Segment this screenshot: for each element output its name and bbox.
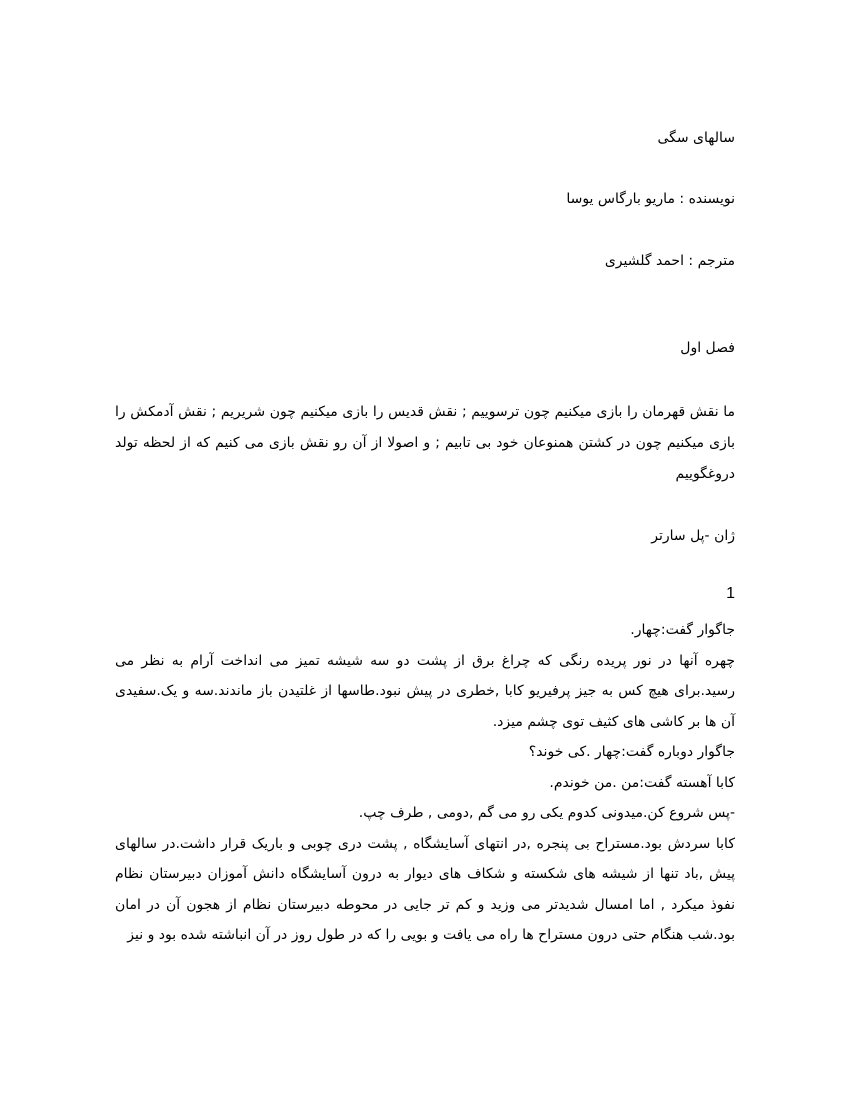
book-title: سالهای سگی: [657, 130, 735, 146]
epigraph-author: ژان -پل سارتر: [651, 528, 735, 544]
body-paragraph: چهره آنها در نور پریده رنگی که چراغ برق از پشت دو سه شیشه تمیز می انداخت آرام به نظر می رسید.برای هیچ کس به جیز پرفیریو کابا ,خطری در پیش نبود.طاسها از غلتیدن باز ماندند.سه و یک.سفیدی آن ها بر کاشی های کثیف توی چشم میزد.: [115, 652, 735, 730]
body-paragraph: کابا آهسته گفت:من .من خوندم.: [549, 774, 735, 791]
body-paragraph: جاگوار گفت:چهار.: [630, 622, 735, 638]
body-paragraph: -پس شروع کن.میدونی کدوم یکی رو می گم ,دومی , طرف چپ.: [358, 805, 735, 821]
section-number: 1: [726, 585, 735, 602]
chapter-heading: فصل اول: [680, 340, 735, 356]
epigraph-quote: ما نقش قهرمان را بازی میکنیم چون ترسوییم ; نقش قدیس را بازی میکنیم چون شریریم ; نقش آدمکش را بازی میکنیم چون در کشتن همنوعان خود بی تابیم ; و اصولا از آن رو نقش بازی می کنیم که از لحظه تولد دروغگوییم: [115, 404, 735, 482]
body-paragraph: جاگوار دوباره گفت:چهار .کی خوند؟: [528, 744, 735, 760]
body-paragraph: کابا سردش بود.مستراح بی پنجره ,در انتهای آسایشگاه , پشت دری چوبی و باریک قرار داشت.در سالهای پیش ,باد تنها از شیشه های شکسته و شکاف های دیوار به درون آسایشگاه دانش آموزان دبیرستان نظام نفوذ میکرد , اما امسال شدیدتر می وزید و کم تر جایی در محوطه دبیرستان نظام از هجون آن در امان بود.شب هنگام حتی درون مستراح ها راه می یافت و بویی را که در طول روز در آن انباشته شده بود و نیز: [115, 835, 735, 943]
author-line: نویسنده : ماریو بارگاس یوسا: [566, 191, 735, 207]
translator-line: مترجم : احمد گلشیری: [604, 253, 735, 269]
body-text: [115, 615, 735, 951]
